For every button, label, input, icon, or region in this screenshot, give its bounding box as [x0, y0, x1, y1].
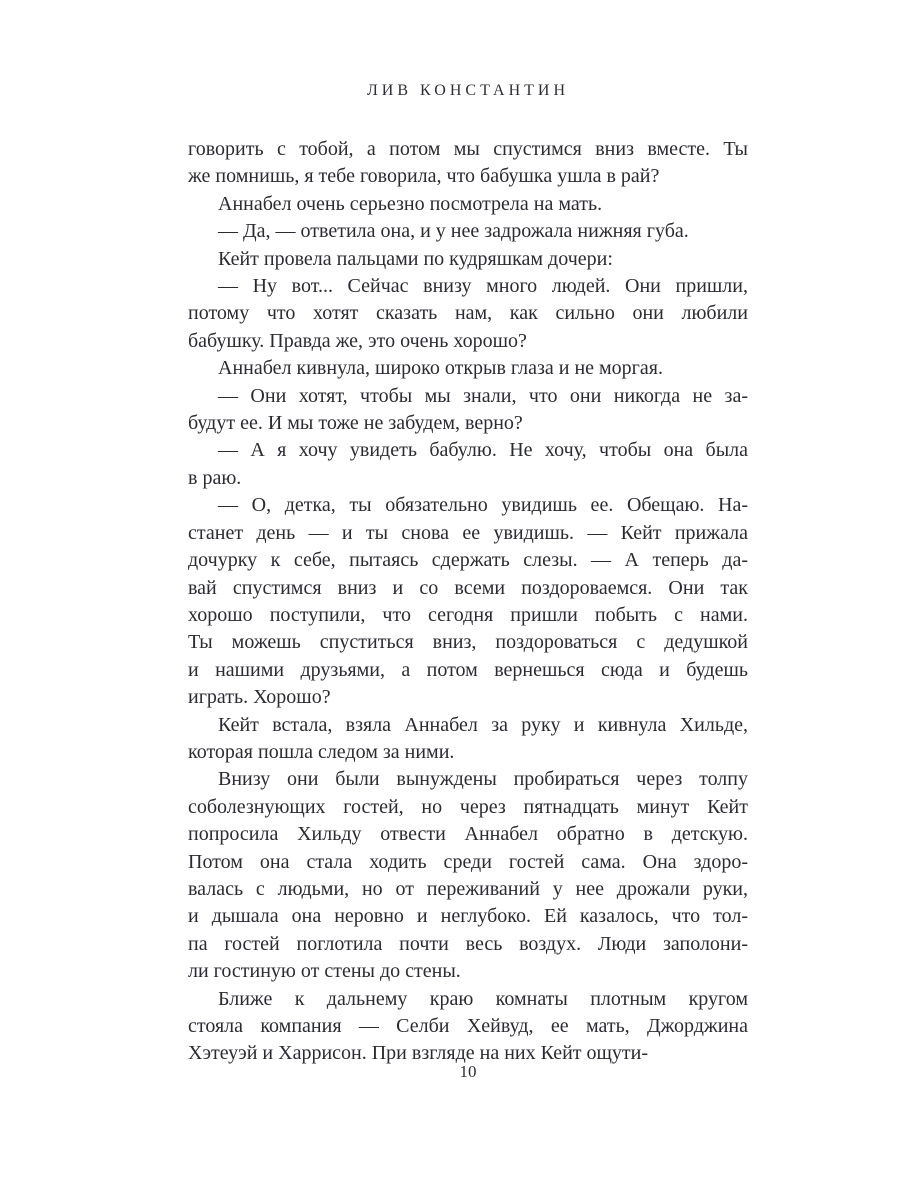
text-line: попросила Хильду отвести Аннабел обратно в детскую. [188, 823, 748, 846]
text-line: потому что хотят сказать нам, как сильно они любили [188, 302, 748, 325]
text-line: в раю. [188, 466, 242, 489]
text-line: Хэтеуэй и Харрисон. При взгляде на них Кейт ощути- [188, 1042, 649, 1065]
paragraph [188, 766, 748, 985]
paragraph [188, 492, 748, 711]
text-line: Ближе к дальнему краю комнаты плотным кругом [218, 987, 748, 1010]
paragraph [188, 273, 748, 355]
text-line: — О, детка, ты обязательно увидишь ее. Обещаю. На- [218, 494, 748, 517]
running-header: ЛИВ КОНСТАНТИН [366, 82, 570, 99]
paragraph [188, 136, 748, 191]
text-line: хорошо поступили, что сегодня пришли побыть с нами. [188, 603, 748, 626]
text-line: соболезнующих гостей, но через пятнадцать минут Кейт [188, 795, 748, 818]
paragraph [188, 355, 748, 382]
paragraph [188, 218, 748, 245]
text-line: — А я хочу увидеть бабулю. Не хочу, чтобы она была [218, 439, 748, 462]
text-line: говорить с тобой, а потом мы спустимся вниз вместе. Ты [188, 138, 748, 160]
text-line: Внизу они были вынуждены пробираться через толпу [218, 768, 748, 791]
text-line: — Ну вот... Сейчас внизу много людей. Они пришли, [218, 275, 748, 298]
text-line: же помнишь, я тебе говорила, что бабушка ушла в рай? [188, 165, 660, 188]
text-line: — Да, — ответила она, и у нее задрожала нижняя губа. [218, 220, 689, 243]
text-line: валась с людьми, но от переживаний у нее дрожали руки, [188, 877, 748, 900]
text-line: дочурку к себе, пытаясь сдержать слезы. — А теперь да- [188, 549, 748, 572]
text-line: ли гостиную от стены до стены. [188, 960, 461, 983]
text-block [188, 136, 748, 1068]
text-line: Кейт провела пальцами по кудряшкам дочери: [218, 247, 613, 270]
text-line: стояла компания — Селби Хейвуд, ее мать, Джорджина [188, 1015, 748, 1037]
text-line: Аннабел кивнула, широко открыв глаза и не моргая. [218, 357, 663, 380]
text-line: и нашими друзьями, а потом вернешься сюда и будешь [188, 658, 748, 681]
text-line: и дышала она неровно и неглубоко. Ей казалось, что тол- [188, 905, 748, 928]
text-line: бабушку. Правда же, это очень хорошо? [188, 329, 527, 352]
book-page [188, 0, 748, 1200]
text-line: которая пошла следом за ними. [188, 740, 455, 763]
paragraph [188, 191, 748, 218]
text-line: вай спустимся вниз и со всеми поздороваемся. Они так [188, 576, 748, 599]
text-line: Аннабел очень серьезно посмотрела на мать. [218, 192, 603, 215]
text-line: Кейт встала, взяла Аннабел за руку и кивнула Хильде, [218, 713, 748, 736]
paragraph [188, 437, 748, 492]
text-line: играть. Хорошо? [188, 686, 331, 709]
text-line: Ты можешь спуститься вниз, поздороваться с дедушкой [188, 631, 748, 654]
text-line: па гостей поглотила почти весь воздух. Люди заполони- [188, 932, 748, 955]
text-line: станет день — и ты снова ее увидишь. — Кейт прижала [188, 521, 748, 544]
paragraph [188, 383, 748, 438]
text-line: — Они хотят, чтобы мы знали, что они никогда не за- [218, 384, 748, 407]
paragraph [188, 712, 748, 767]
text-line: будут ее. И мы тоже не забудем, верно? [188, 412, 523, 435]
page-number: 10 [459, 1062, 477, 1081]
paragraph [188, 246, 748, 273]
text-line: Потом она стала ходить среди гостей сама. Она здоро- [188, 850, 748, 873]
paragraph [188, 986, 748, 1068]
